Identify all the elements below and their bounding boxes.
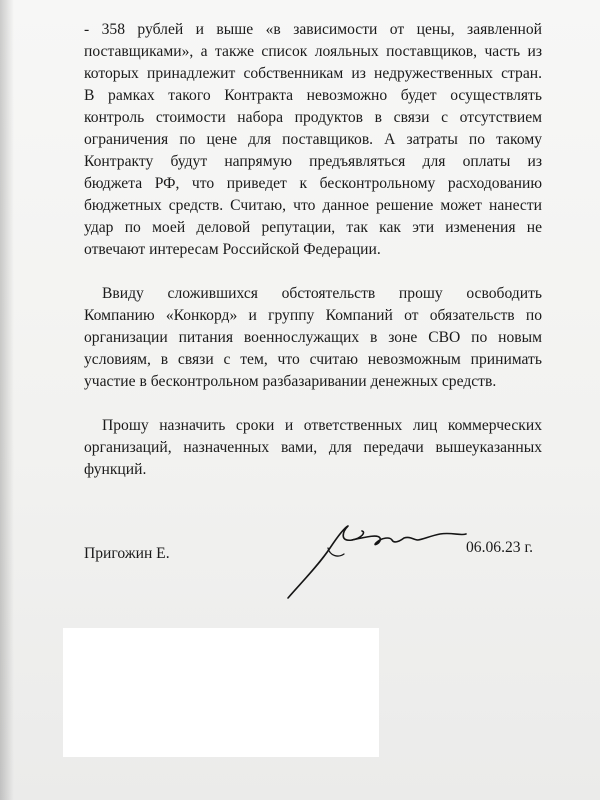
paragraph-1-line: поставщиками», а также список лояльных поставщиков, часть из	[84, 43, 542, 60]
paragraph-3-line: Прошу назначить сроки и ответственных лиц коммерческих	[102, 417, 542, 434]
paragraph-1-line: бюджетных средств. Считаю, что данное решение может нанести	[84, 197, 542, 214]
paragraph-1-line: - 358 рублей и выше «в зависимости от цены, заявленной	[84, 21, 542, 38]
paragraph-1-line: удар по моей деловой репутации, так как эти изменения не	[84, 219, 542, 236]
paragraph-2-line: организации питания военнослужащих в зоне СВО по новым	[84, 329, 542, 346]
paragraph-2-line: участие в бесконтрольном разбазаривании денежных средств.	[84, 373, 497, 390]
paragraph-2-line: условиям, в связи с тем, что считаю невозможным принимать	[84, 351, 542, 368]
paragraph-1-line: отвечают интересам Российской Федерации.	[84, 241, 381, 258]
paragraph-3-line: организаций, назначенных вами, для передачи вышеуказанных	[84, 439, 542, 456]
signer-name: Пригожин Е.	[84, 545, 170, 562]
paragraph-1-line: которых принадлежит собственникам из недружественных стран.	[84, 65, 542, 82]
signature-scribble	[280, 510, 480, 610]
paragraph-1-line: контроль стоимости набора продуктов в связи с отсутствием	[84, 109, 542, 126]
paragraph-2-line: Компанию «Конкорд» и группу Компаний от обязательств по	[84, 307, 542, 324]
paragraph-1-line: В рамках такого Контракта невозможно будет осуществлять	[84, 87, 542, 104]
paragraph-2-line: Ввиду сложившихся обстоятельств прошу освободить	[102, 285, 542, 302]
signature-date: 06.06.23 г.	[466, 539, 534, 556]
redacted-area	[63, 628, 379, 757]
paragraph-1-line: Контракту будут напрямую предъявляться для оплаты из	[84, 153, 542, 170]
paragraph-3-line: функций.	[84, 461, 147, 478]
paragraph-1-line: ограничения по цене для поставщиков. А затраты по такому	[84, 131, 542, 148]
paragraph-1-line: бюджета РФ, что приведет к бесконтрольному расходованию	[84, 175, 542, 192]
